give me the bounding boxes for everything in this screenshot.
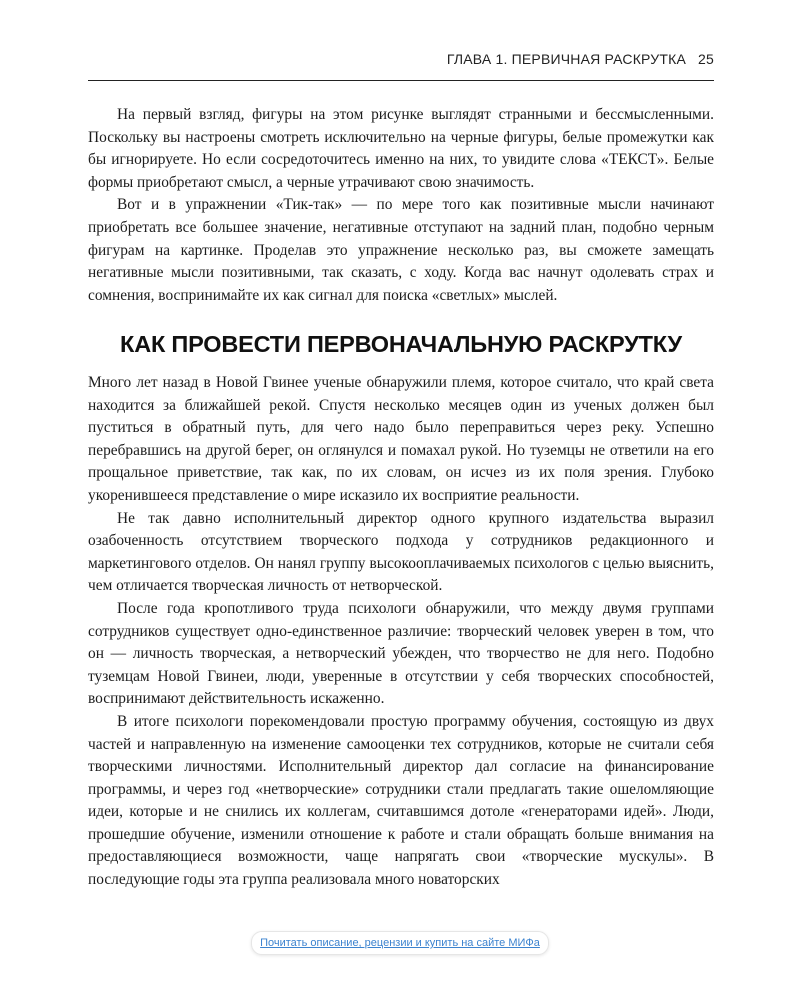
running-header [88, 51, 714, 71]
section-text [88, 372, 714, 892]
paragraph: Не так давно исполнительный директор одного крупного издательства выразил озабоченность отсутствием творческого подхода у сотрудников редакционного и маркетингового отделов. Он нанял группу высокооплачиваемых психологов с целью выяснить, чем отличается творческая личность от нетворческой. [88, 509, 714, 595]
section-heading: КАК ПРОВЕСТИ ПЕРВОНАЧАЛЬНУЮ РАСКРУТКУ [120, 331, 682, 357]
chapter-title: ГЛАВА 1. ПЕРВИЧНАЯ РАСКРУТКА [446, 51, 687, 67]
paragraph: На первый взгляд, фигуры на этом рисунке выглядят странными и бессмысленными. Поскольку вы настроены смотреть исключительно на черные фигуры, белые промежутки как бы игнорируете. Но если сосредоточитесь именно на них, то увидите слова «ТЕКСТ». Белые формы приобретают смысл, а черные утрачивают свою значимость. [88, 106, 714, 191]
paragraph: Вот и в упражнении «Тик-так» — по мере того как позитивные мысли начинают приобретать все большее значение, негативные отступают на задний план, подобно черным фигурам на картинке. Проделав это упражнение несколько раз, вы сможете замещать негативные мысли позитивными, так сказать, с ходу. Когда вас начнут одолевать страх и сомнения, воспринимайте их как сигнал для поиска «светлых» мыслей. [88, 196, 714, 304]
page-number: 25 [698, 51, 714, 67]
header-rule [88, 80, 714, 81]
intro-text [88, 104, 714, 307]
paragraph: Много лет назад в Новой Гвинее ученые обнаружили племя, которое считало, что край света находится за ближайшей рекой. Спустя несколько месяцев один из ученых должен был пуститься в обратный путь, для чего надо было переправиться через реку. Успешно перебравшись на другой берег, он оглянулся и помахал рукой. Но туземцы не ответили на его прощальное приветствие, так как, по их словам, он исчез из их поля зрения. Глубоко укоренившееся представление о мире исказило их восприятие реальности. [88, 374, 714, 504]
paragraph: В итоге психологи порекомендовали простую программу обучения, состоящую из двух частей и направленную на изменение самооценки тех сотрудников, которые не считали себя творческими личностями. Исполнительный директор дал согласие на финансирование программы, и через год «нетворческие» сотрудники стали предлагать такие ошеломляющие идеи, которые и не снились их коллегам, считавшимся дотоле «генераторами идей». Люди, прошедшие обучение, изменили отношение к работе и стали обращать больше внимания на предоставляющиеся возможности, чаще напрягать свои «творческие мускулы». В последующие годы эта группа реализовала много новаторских [88, 712, 714, 889]
buy-book-link[interactable]: Почитать описание, рецензии и купить на сайте МИФа [251, 931, 549, 955]
paragraph: После года кропотливого труда психологи обнаружили, что между двумя группами сотрудников существует одно-единственное различие: творческий человек уверен в том, что он — личность творческая, а нетворческий убежден, что творчество не для него. Подобно туземцам Новой Гвинеи, люди, уверенные в отсутствии у себя творческих способностей, воспринимают действительность искаженно. [88, 599, 714, 708]
